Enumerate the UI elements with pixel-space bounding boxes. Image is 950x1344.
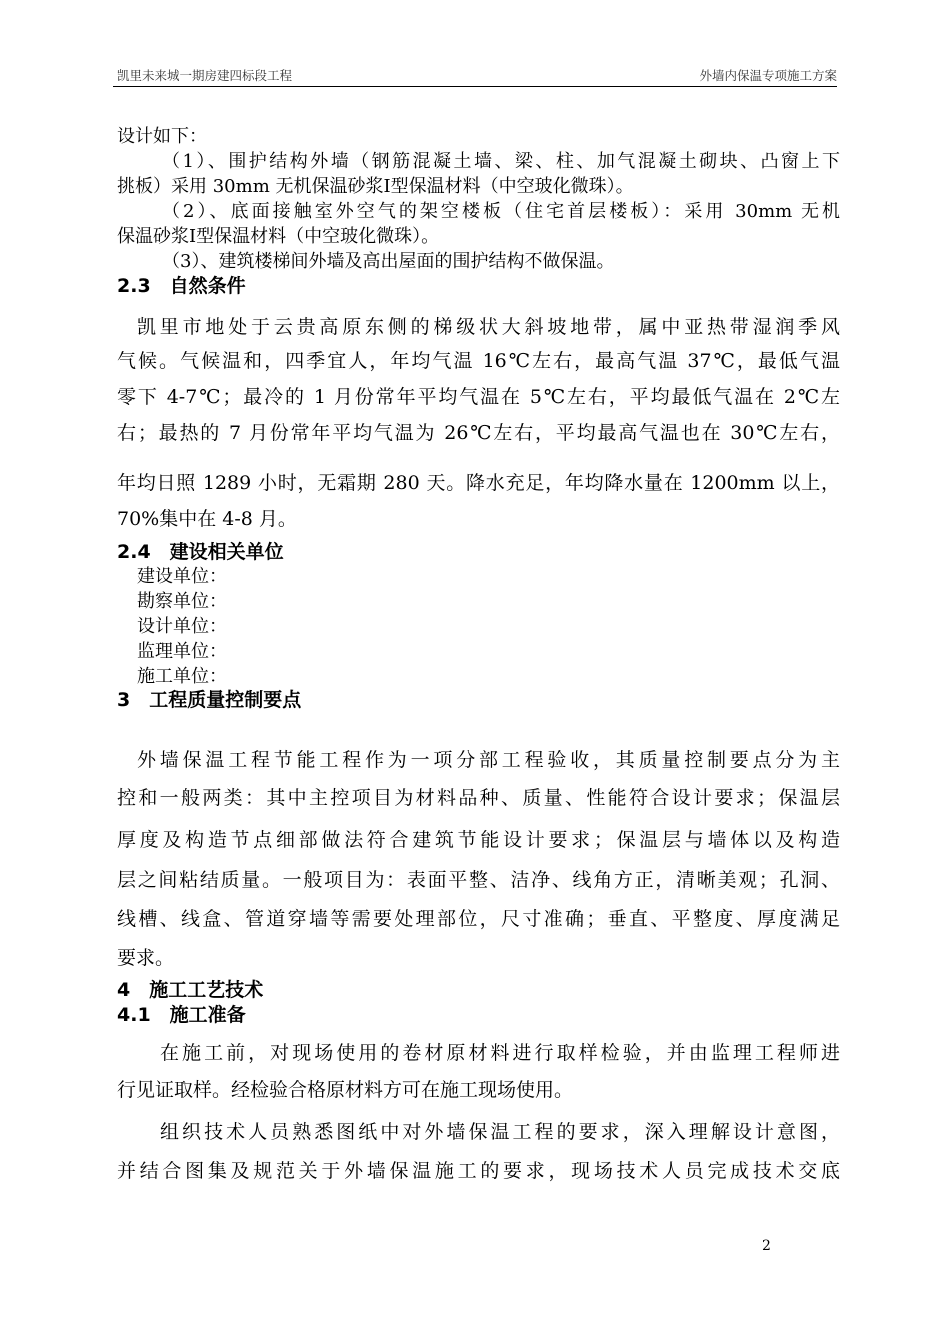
- section-heading: 4 施工工艺技术: [117, 979, 264, 1001]
- section-heading: 2.4 建设相关单位: [117, 541, 284, 563]
- header-document-title: 外墙内保温专项施工方案: [699, 68, 837, 83]
- list-item: 设计单位：: [137, 616, 227, 637]
- subsection-heading: 4.1 施工准备: [117, 1004, 246, 1026]
- paragraph-line: 气候。气候温和，四季宜人，年均气温 16℃左右，最高气温 37℃，最低气温: [117, 350, 840, 372]
- paragraph-line: （2）、底面接触室外空气的架空楼板（住宅首层楼板）：采用 30mm 无机: [162, 201, 840, 222]
- list-item: 建设单位：: [137, 566, 227, 587]
- list-item: 勘察单位：: [137, 591, 227, 612]
- paragraph-line: 在施工前，对现场使用的卷材原材料进行取样检验，并由监理工程师进: [160, 1042, 840, 1064]
- page-number: 2: [762, 1238, 771, 1254]
- paragraph-line: 组织技术人员熟悉图纸中对外墙保温工程的要求，深入理解设计意图，: [160, 1121, 840, 1143]
- paragraph-line: 并结合图集及规范关于外墙保温施工的要求，现场技术人员完成技术交底: [117, 1160, 840, 1182]
- paragraph-line: 厚度及构造节点细部做法符合建筑节能设计要求；保温层与墙体以及构造: [117, 829, 840, 851]
- paragraph-line: 零下 4-7℃；最冷的 1 月份常年平均气温在 5℃左右，平均最低气温在 2℃左: [117, 386, 840, 408]
- paragraph-line: 保温砂浆Ⅰ型保温材料（中空玻化微珠）。: [117, 226, 440, 247]
- paragraph-line: 挑板）采用 30mm 无机保温砂浆Ⅰ型保温材料（中空玻化微珠）。: [117, 176, 634, 197]
- paragraph-line: 年均日照 1289 小时，无霜期 280 天。降水充足，年均降水量在 1200mm 以上，: [117, 472, 840, 494]
- page-header: [117, 66, 837, 86]
- paragraph-line: 线槽、线盒、管道穿墙等需要处理部位，尺寸准确；垂直、平整度、厚度满足: [117, 908, 840, 930]
- paragraph-line: 要求。: [117, 947, 175, 969]
- paragraph-line: 外墙保温工程节能工程作为一项分部工程验收，其质量控制要点分为主: [137, 749, 840, 771]
- paragraph-line: 设计如下：: [117, 126, 207, 147]
- paragraph-line: 70%集中在 4-8 月。: [117, 508, 297, 530]
- paragraph-line: 凯里市地处于云贵高原东侧的梯级状大斜坡地带，属中亚热带湿润季风: [137, 316, 840, 338]
- paragraph-line: 层之间粘结质量。一般项目为：表面平整、洁净、线角方正，清晰美观；孔洞、: [117, 869, 840, 891]
- section-heading: 3 工程质量控制要点: [117, 689, 302, 711]
- paragraph-line: 行见证取样。经检验合格原材料方可在施工现场使用。: [117, 1079, 574, 1101]
- paragraph-line: 控和一般两类：其中主控项目为材料品种、质量、性能符合设计要求；保温层: [117, 787, 840, 809]
- paragraph-line: （1）、围护结构外墙（钢筋混凝土墙、梁、柱、加气混凝土砌块、凸窗上下: [162, 151, 840, 172]
- header-project-name: 凯里未来城一期房建四标段工程: [117, 68, 293, 83]
- section-heading: 2.3 自然条件: [117, 275, 246, 297]
- paragraph-line: （3）、建筑楼梯间外墙及高出屋面的围护结构不做保温。: [162, 251, 615, 272]
- header-divider: [113, 86, 837, 87]
- list-item: 监理单位：: [137, 641, 227, 662]
- paragraph-line: 右；最热的 7 月份常年平均气温为 26℃左右，平均最高气温也在 30℃左右，: [117, 422, 840, 444]
- list-item: 施工单位：: [137, 666, 227, 687]
